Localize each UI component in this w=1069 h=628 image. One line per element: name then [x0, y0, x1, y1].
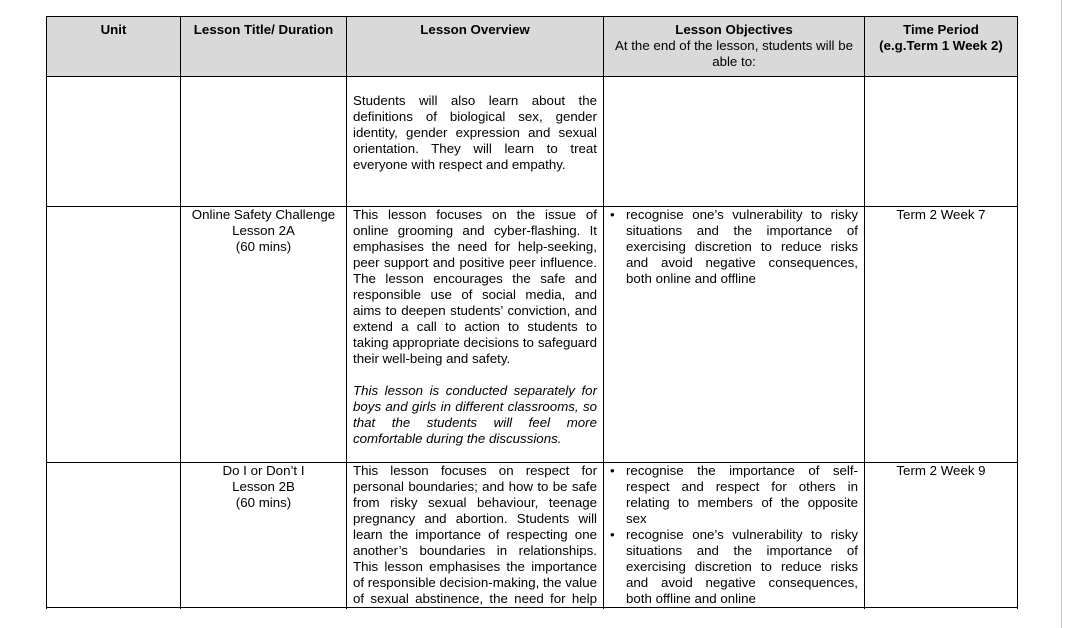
- header-title-duration: Lesson Title/ Duration: [181, 17, 347, 77]
- table-row: [47, 463, 1018, 624]
- unit-cell: [47, 463, 181, 624]
- time-cell: [865, 207, 1018, 463]
- lesson-plan-table: [46, 16, 1018, 624]
- lesson-number: Lesson 2B: [232, 479, 295, 494]
- table-row: [47, 207, 1018, 463]
- header-objectives-sub: At the end of the lesson, students will be able to:: [614, 38, 853, 69]
- objectives-cell: [604, 463, 865, 624]
- lesson-duration: (60 mins): [235, 239, 292, 254]
- table-header-row: [47, 17, 1018, 77]
- title-cell: [181, 463, 347, 624]
- title-cell: [181, 77, 347, 207]
- objectives-list: [610, 207, 858, 287]
- overview-cell: [347, 207, 604, 463]
- header-objectives: Lesson Objectives At the end of the lesson, students will be able to:: [604, 17, 865, 77]
- objectives-list: [610, 463, 858, 607]
- lesson-title: Do I or Don’t I: [222, 463, 305, 478]
- objective-item: • recognise one’s vulnerability to risky situations and the importance of exercising discretion to reduce risks and avoid negative consequences, both online and offline: [626, 207, 858, 287]
- table-row: [47, 77, 1018, 207]
- page-edge-rule: [1061, 0, 1062, 628]
- header-time-period: Time Period (e.g.Term 1 Week 2): [865, 17, 1018, 77]
- overview-cell: [347, 77, 604, 207]
- overview-cell: [347, 463, 604, 624]
- table-bottom-border: [46, 607, 1017, 608]
- overview-note: This lesson is conducted separately for boys and girls in different classrooms, so that the students will feel more comfortable during the discussions.: [353, 383, 597, 446]
- header-overview: Lesson Overview: [347, 17, 604, 77]
- unit-cell: [47, 77, 181, 207]
- header-time-period-sub: (e.g.Term 1 Week 2): [879, 38, 1003, 53]
- lesson-number: Lesson 2A: [232, 223, 295, 238]
- overview-text: This lesson focuses on respect for personal boundaries; and how to be safe from risky sexual behaviour, teenage pregnancy and abortion. Students will learn the importance of respecting one another’s boundaries in relationships. This lesson emphasises the importance of responsible decision-making, the value of sexual abstinence, the need for help: [353, 463, 597, 606]
- time-cell: [865, 77, 1018, 207]
- title-cell: [181, 207, 347, 463]
- time-cell: [865, 463, 1018, 624]
- time-period-value: Term 2 Week 9: [896, 463, 986, 478]
- overview-text: Students will also learn about the definitions of biological sex, gender identity, gender expression and sexual orientation. They will learn to treat everyone with respect and empathy.: [353, 93, 597, 172]
- objectives-cell: [604, 207, 865, 463]
- page-bottom-clip: [0, 609, 1060, 628]
- header-unit: Unit: [47, 17, 181, 77]
- unit-cell: [47, 207, 181, 463]
- overview-text: This lesson focuses on the issue of online grooming and cyber-flashing. It emphasises the need for help-seeking, peer support and positive peer influence. The lesson encourages the safe and responsible use of social media, and aims to deepen students’ conviction, and extend a call to action to students to taking appropriate decisions to safeguard their well-being and safety.: [353, 207, 597, 366]
- time-period-value: Term 2 Week 7: [896, 207, 986, 222]
- objective-item: • recognise one’s vulnerability to risky situations and the importance of exercising discretion to reduce risks and avoid negative consequences, both offline and online: [626, 527, 858, 607]
- lesson-duration: (60 mins): [235, 495, 292, 510]
- lesson-title: Online Safety Challenge: [191, 207, 336, 222]
- objectives-cell: [604, 77, 865, 207]
- objective-item: • recognise the importance of self-respect and respect for others in relating to members of the opposite sex: [626, 463, 858, 527]
